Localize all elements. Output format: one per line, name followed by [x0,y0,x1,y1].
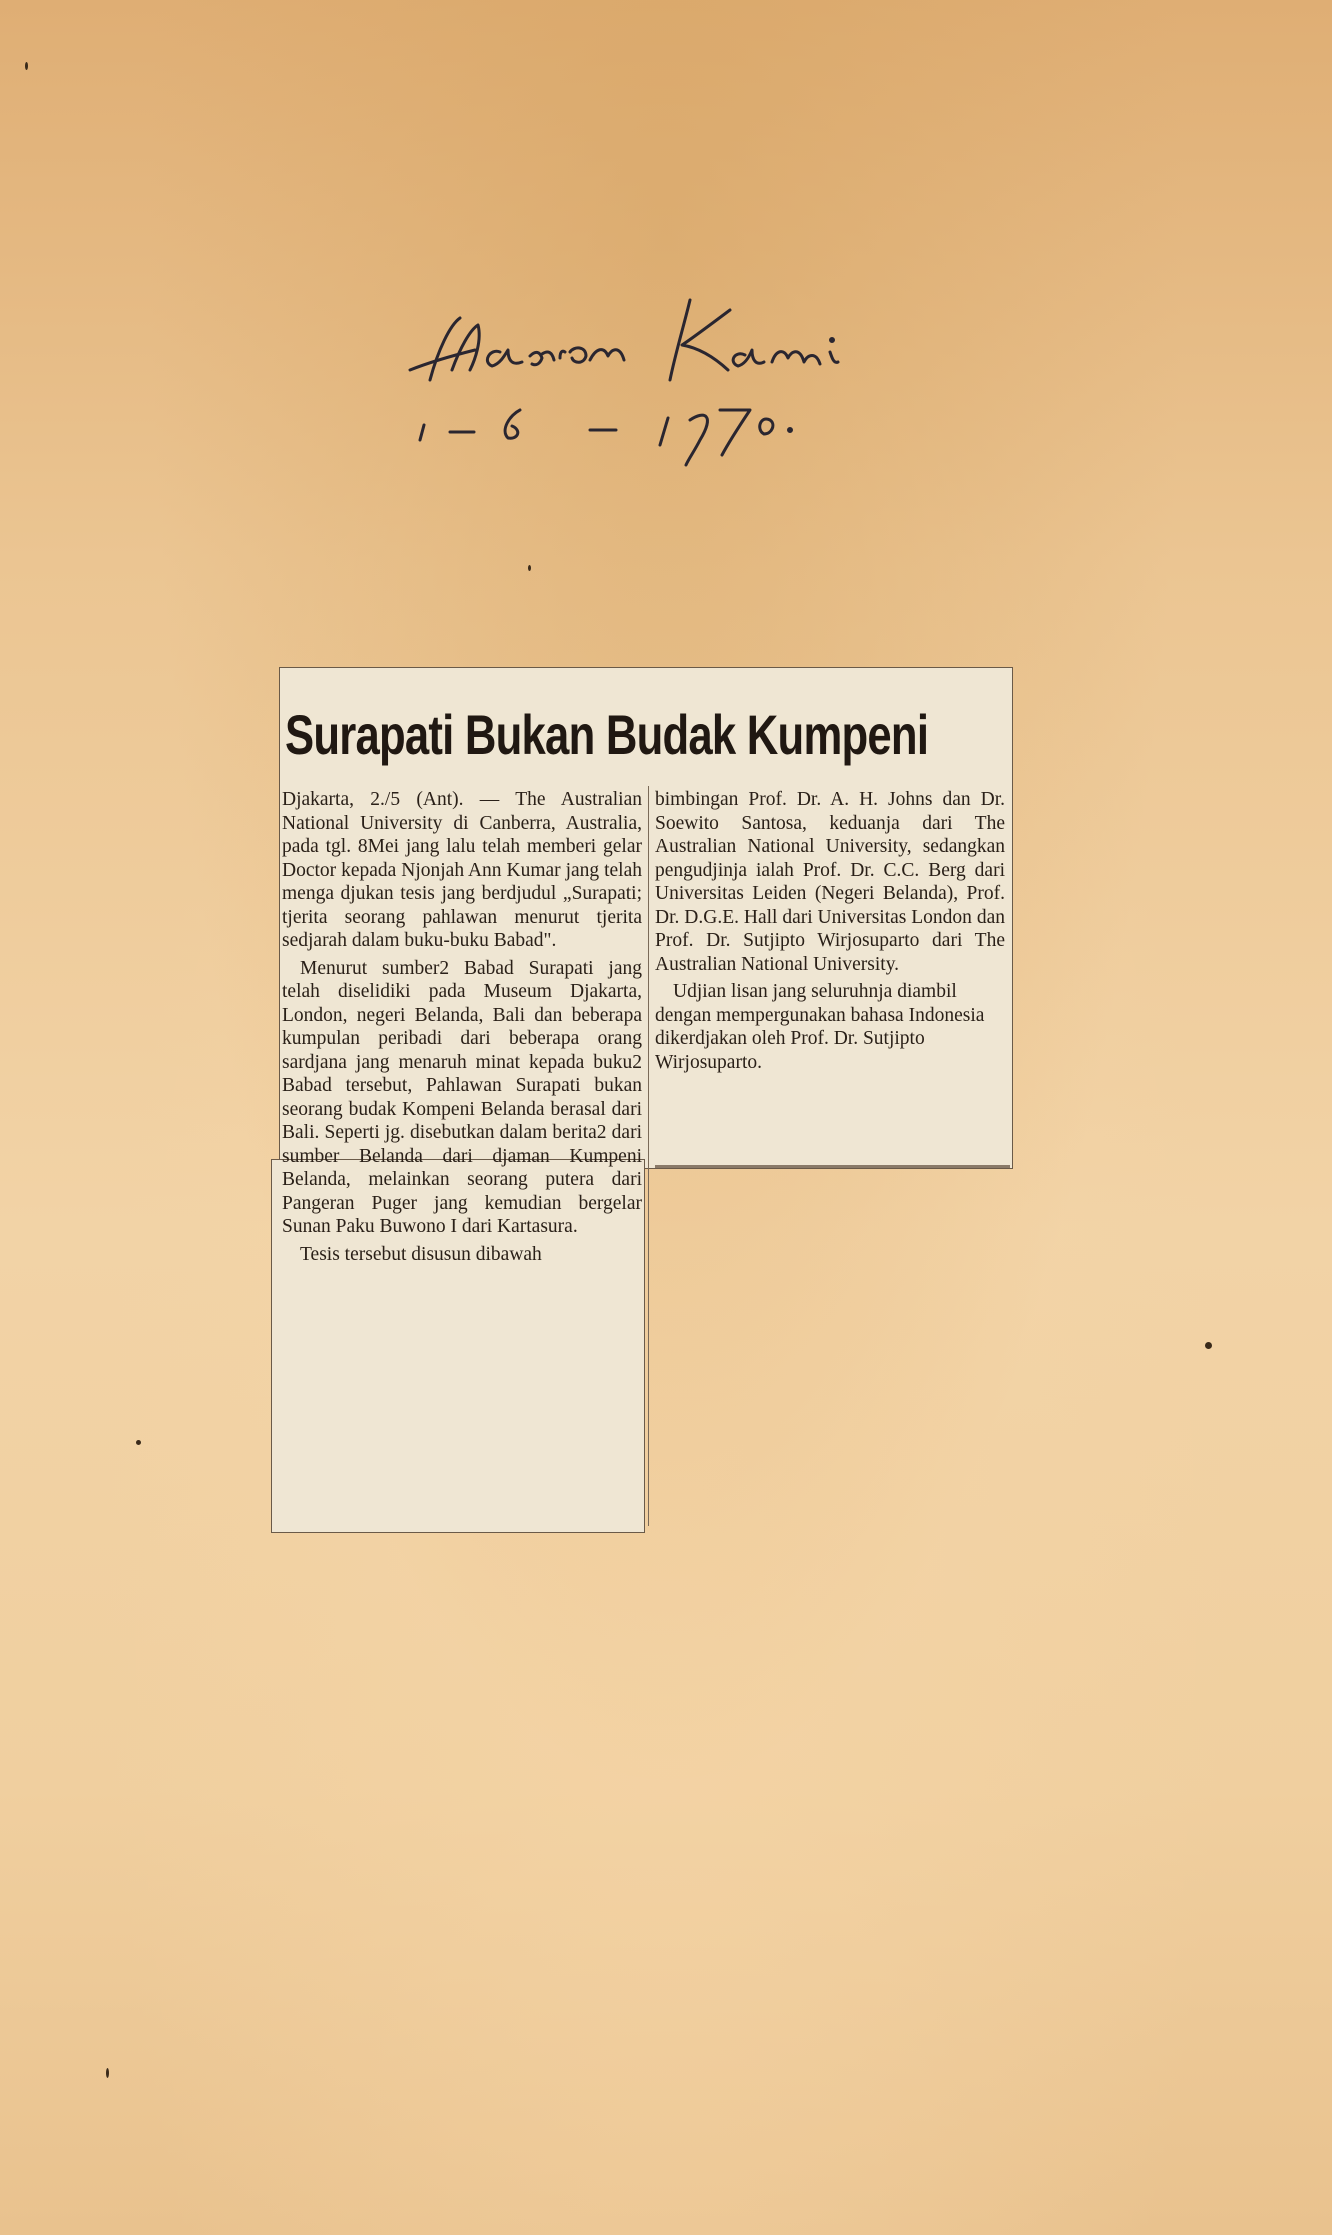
article-paragraph: Menurut sumber2 Babad Surapati jang telah diselidiki pada Museum Djakarta, London, negeri Belanda, Bali dan beberapa kumpulan peribadi dari beberapa orang sardjana jang menaruh minat kepada buku2 Babad tersebut, Pahlawan Surapati bukan seorang budak Kompeni Belanda berasal dari Bali. Seperti jg. disebutkan dalam berita2 dari sumber Belanda dari djaman Kumpeni Belanda, melainkan seorang putera dari Pangeran Puger jang kemudian bergelar Sunan Paku Buwono I dari Kartasura. [282,957,642,1237]
annotation-date [950,270,951,271]
speck [1205,1342,1212,1349]
speck [136,1440,141,1445]
speck [25,62,28,70]
article-left-column [282,788,642,1270]
article-paragraph: bimbingan Prof. Dr. A. H. Johns dan Dr. Soewito Santosa, keduanja dari The Australian National University, sedangkan pengudjinja ialah Prof. Dr. C.C. Berg dari Universitas Leiden (Negeri Belanda), Prof. Dr. D.G.E. Hall dari Universitas London dan Prof. Dr. Sutjipto Wirjosuparto dari The Australian National University. [655,789,1005,975]
article-paragraph: Djakarta, 2./5 (Ant). — The Australian National University di Canberra, Australia, pada tgl. 8Mei jang lalu telah memberi gelar Doctor kepada Njonjah Ann Kumar jang telah menga djukan tesis jang berdjudul „Surapati; tjerita seorang pahlawan menurut tjerita sedjarah dalam buku-buku Babad". [282,789,642,951]
article-paragraph: Tesis tersebut disusun dibawah [300,1243,542,1265]
clipping-edge [655,1165,1010,1168]
article-right-column [655,788,1005,1078]
article-headline: Surapati Bukan Budak Kumpeni [285,703,929,766]
speck [528,565,531,571]
column-divider [648,786,649,1526]
speck [106,2068,109,2078]
article-paragraph: Udjian lisan jang seluruhnja diambil dengan mempergunakan bahasa Indonesia dikerdjakan oleh Prof. Dr. Sutjipto Wirjosuparto. [655,981,985,1073]
annotation-publication [950,270,951,271]
handwritten-annotation [390,270,950,470]
handwriting-strokes [390,270,950,470]
